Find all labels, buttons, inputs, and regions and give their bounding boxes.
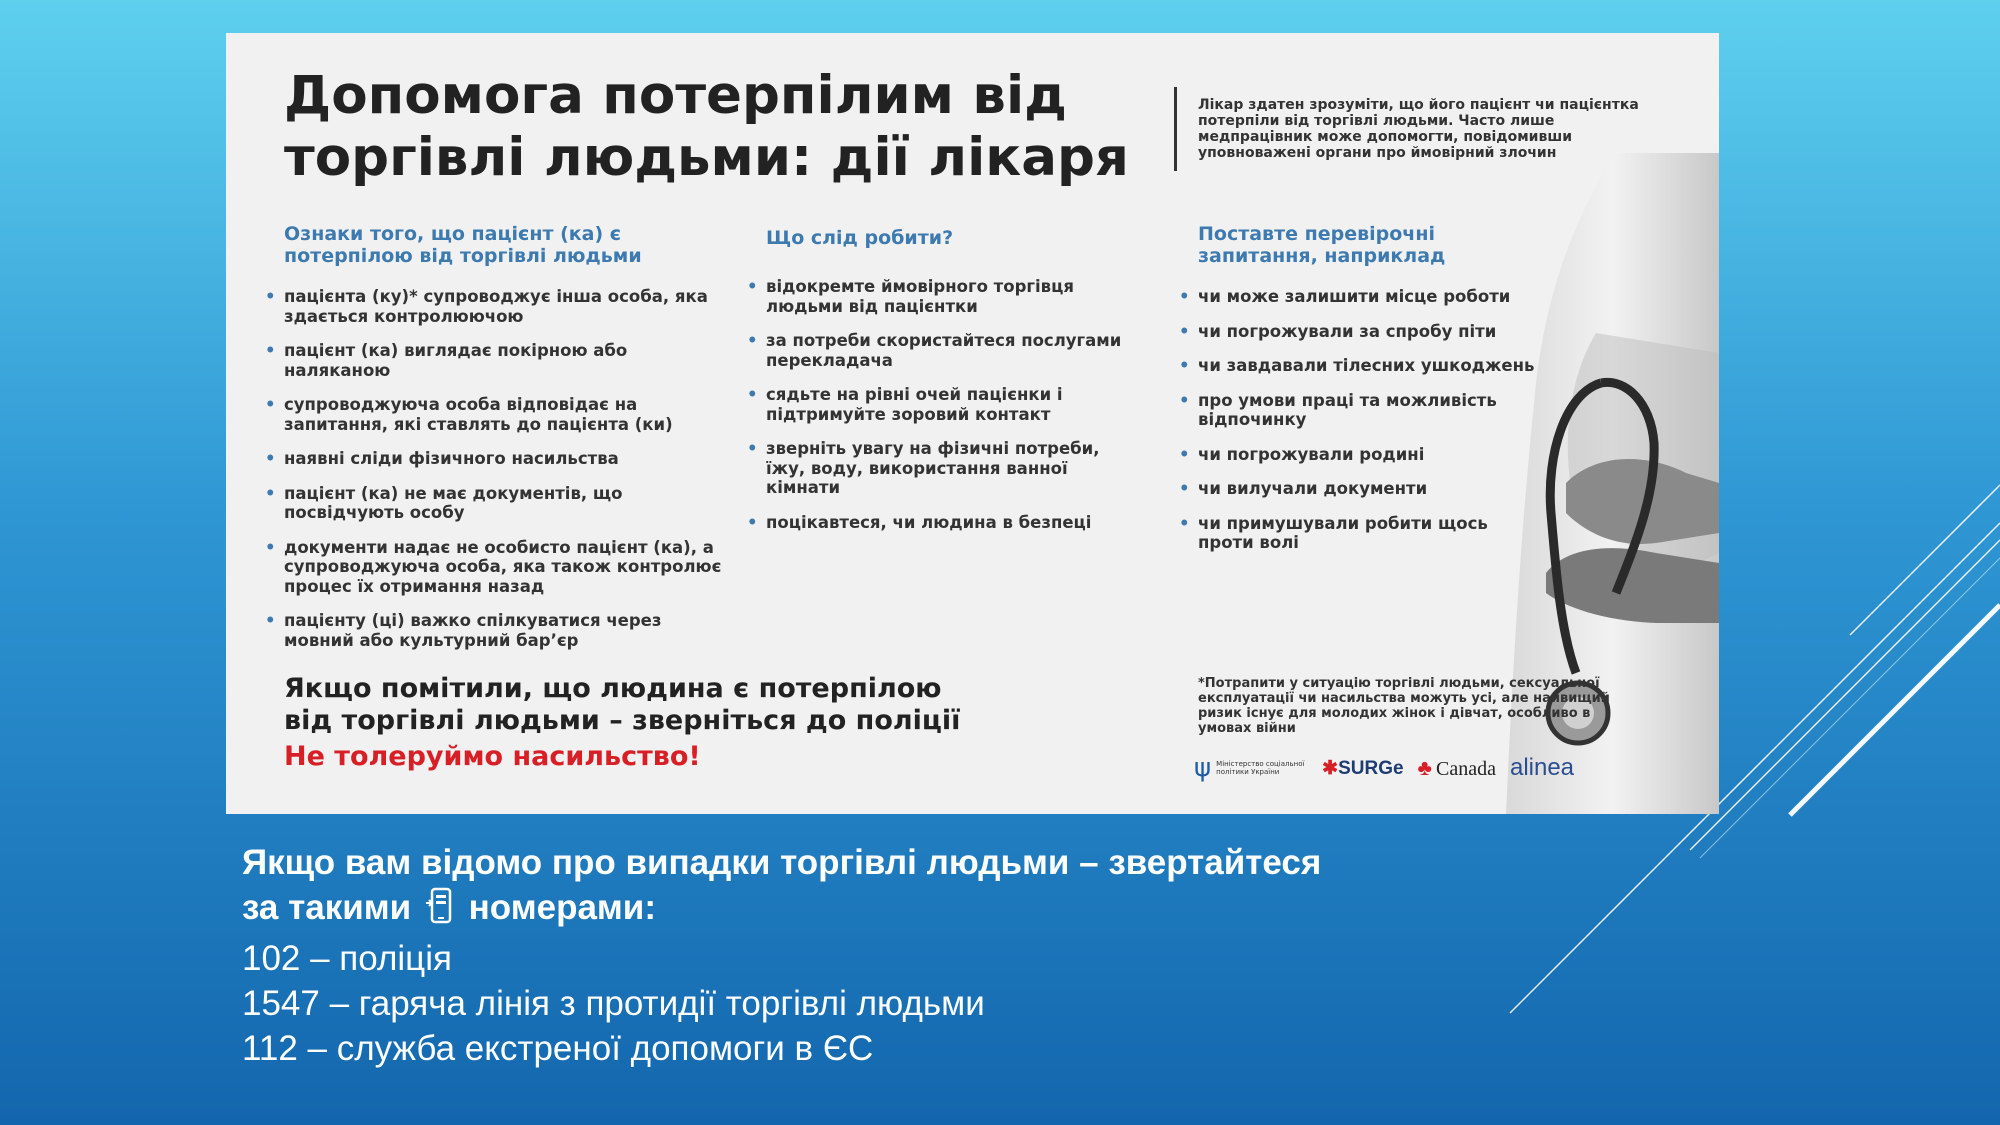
- caption-line2-start: за такими: [242, 888, 412, 927]
- mobile-phone-icon: [425, 887, 455, 936]
- poster-title: [284, 65, 1129, 189]
- list-item: • сядьте на рівні очей пацієнки і підтримуйте зоровий контакт: [766, 385, 1136, 424]
- list-item: • чи погрожували за спробу піти: [1198, 322, 1543, 342]
- trident-icon: ψ: [1194, 753, 1212, 783]
- signs-heading: Ознаки того, що пацієнт (ка) є потерпілою від торгівлі людьми: [284, 223, 642, 267]
- questions-heading: Поставте перевірочні запитання, наприклад: [1198, 223, 1446, 267]
- list-item: • чи примушували робити щось проти волі: [1198, 514, 1543, 553]
- poster-title-line2: торгівлі людьми: дії лікаря: [284, 127, 1129, 188]
- poster-image: [226, 33, 1719, 814]
- caption-line2-end: номерами:: [468, 888, 656, 927]
- hotline-caption: [242, 840, 1321, 1071]
- list-item: • супроводжуюча особа відповідає на запитання, які ставлять до пацієнта (ки): [284, 395, 724, 434]
- questions-column: [1198, 223, 1543, 568]
- list-item: • чи вилучали документи: [1198, 479, 1543, 499]
- list-item: • наявні сліди фізичного насильства: [284, 449, 724, 469]
- list-item: • відокремте ймовірного торгівця людьми від пацієнтки: [766, 277, 1136, 316]
- actions-heading: Що слід робити?: [766, 227, 954, 249]
- cta-line2: від торгівлі людьми – зверніться до поліції: [284, 705, 961, 736]
- caption-line5: 112 – служба екстреної допомоги в ЄС: [242, 1029, 874, 1068]
- list-item: • чи завдавали тілесних ушкоджень: [1198, 356, 1543, 376]
- questions-list: [1198, 287, 1543, 553]
- surge-mark-icon: ✱: [1322, 757, 1339, 779]
- list-item: • про умови праці та можливість відпочинку: [1198, 391, 1543, 430]
- list-item: • чи може залишити місце роботи: [1198, 287, 1543, 307]
- actions-list: [766, 277, 1136, 532]
- cta-line1: Якщо помітили, що людина є потерпілою: [284, 673, 942, 704]
- list-item: • чи погрожували родині: [1198, 445, 1543, 465]
- list-item: • поцікавтеся, чи людина в безпеці: [766, 513, 1136, 533]
- call-to-action: [284, 673, 960, 737]
- partner-logos: [1194, 748, 1574, 788]
- maple-leaf-icon: ♣: [1417, 755, 1432, 780]
- actions-column: [766, 223, 1136, 547]
- canada-logo-text: Canada: [1435, 758, 1496, 780]
- list-item: • пацієнт (ка) не має документів, що посвідчують особу: [284, 484, 724, 523]
- cta-slogan: Не толеруймо насильство!: [284, 741, 701, 772]
- list-item: • пацієнт (ка) виглядає покірною або наляканою: [284, 341, 724, 380]
- surge-logo: [1322, 757, 1403, 780]
- ministry-logo: [1194, 755, 1308, 781]
- caption-line1: Якщо вам відомо про випадки торгівлі людьми – звертайтеся: [242, 843, 1322, 882]
- poster-intro: Лікар здатен зрозуміти, що його пацієнт чи пацієнтка потерпіли від торгівлі людьми. Часто лише медпрацівник може допомогти, повідомивши уповноважені органи про ймовірний злочин: [1198, 97, 1639, 161]
- list-item: • за потреби скористайтеся послугами перекладача: [766, 331, 1136, 370]
- ministry-logo-text: Міністерство соціальної політики України: [1216, 760, 1305, 776]
- alinea-logo: alinea: [1509, 754, 1575, 781]
- list-item: • пацієнта (ку)* супроводжує інша особа, яка здається контролюючою: [284, 287, 724, 326]
- surge-logo-text: SURGe: [1338, 757, 1404, 779]
- list-item: • документи надає не особисто пацієнт (ка), а супроводжуюча особа, яка також контролює процес їх отримання назад: [284, 538, 724, 597]
- list-item: • зверніть увагу на фізичні потреби, їжу, воду, використання ванної кімнати: [766, 439, 1136, 498]
- title-divider: [1174, 87, 1177, 171]
- caption-line4: 1547 – гаряча лінія з протидії торгівлі людьми: [242, 984, 985, 1023]
- caption-line2: [242, 885, 1321, 936]
- signs-list: [284, 287, 724, 650]
- list-item: • пацієнту (ці) важко спілкуватися через мовний або культурний бар’єр: [284, 611, 724, 650]
- caption-line3: 102 – поліція: [242, 939, 452, 978]
- poster-footnote: *Потрапити у ситуацію торгівлі людьми, сексуальної експлуатації чи насильства можуть усі, але найвищий ризик існує для молодих жінок і дівчат, особливо в умовах війни: [1198, 676, 1610, 736]
- signs-column: [284, 223, 724, 665]
- poster-title-line1: Допомога потерпілим від: [284, 65, 1067, 126]
- canada-logo: [1418, 755, 1496, 781]
